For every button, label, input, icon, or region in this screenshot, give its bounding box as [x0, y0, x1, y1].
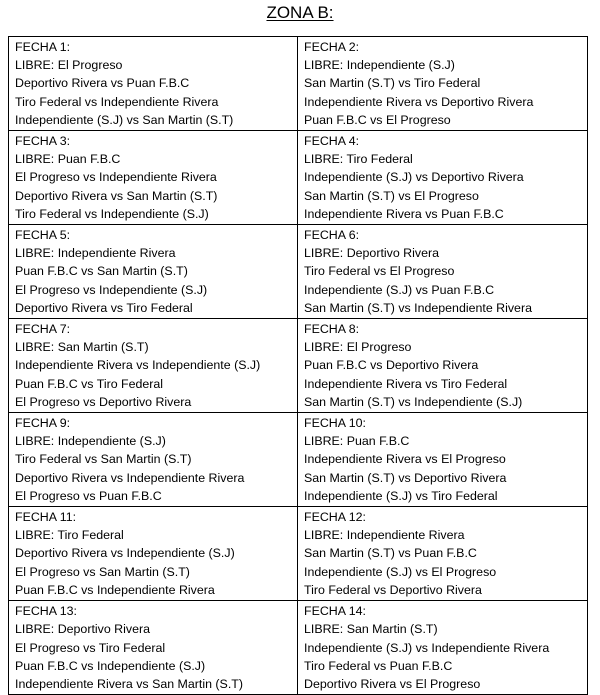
table-row — [9, 507, 588, 601]
fecha-label: FECHA 6: — [304, 228, 360, 243]
table-row — [9, 37, 588, 131]
match-line: San Martin (S.T) vs Puan F.B.C — [304, 546, 477, 561]
match-line: Independiente (S.J) vs El Progreso — [304, 564, 497, 579]
fecha-label: FECHA 5: — [15, 228, 71, 243]
match-line: San Martin (S.T) vs El Progreso — [304, 188, 479, 203]
fecha-cell — [9, 131, 298, 225]
fecha-cell — [9, 507, 298, 601]
match-line: El Progreso vs Independiente (S.J) — [15, 282, 208, 297]
fecha-label: FECHA 4: — [304, 134, 360, 149]
match-line: San Martin (S.T) vs Independiente (S.J) — [304, 394, 523, 409]
table-row — [9, 225, 588, 319]
match-line: El Progreso vs San Martin (S.T) — [15, 564, 190, 579]
match-line: El Progreso vs Deportivo Rivera — [15, 394, 192, 409]
match-line: Independiente Rivera vs El Progreso — [304, 452, 506, 467]
match-line: Tiro Federal vs Independiente Rivera — [15, 94, 219, 109]
match-line: Independiente (S.J) vs Tiro Federal — [304, 488, 498, 503]
fecha-label: FECHA 13: — [15, 604, 77, 619]
match-line: Puan F.B.C vs Independiente Rivera — [15, 582, 215, 597]
match-line: San Martin (S.T) vs Deportivo Rivera — [304, 470, 507, 485]
match-line: Puan F.B.C vs Independiente (S.J) — [15, 658, 206, 673]
fecha-label: FECHA 12: — [304, 510, 366, 525]
libre-label: LIBRE: Tiro Federal — [15, 528, 124, 543]
fecha-cell — [298, 413, 588, 507]
fecha-cell — [9, 413, 298, 507]
match-line: Deportivo Rivera vs Puan F.B.C — [15, 76, 190, 91]
match-line: El Progreso vs Tiro Federal — [15, 640, 166, 655]
fecha-label: FECHA 8: — [304, 322, 360, 337]
match-line: Independiente (S.J) vs Puan F.B.C — [304, 282, 495, 297]
table-row — [9, 413, 588, 507]
libre-label: LIBRE: Deportivo Rivera — [15, 622, 150, 637]
match-line: Independiente Rivera vs San Martin (S.T) — [15, 676, 243, 691]
fecha-cell — [298, 507, 588, 601]
match-line: Deportivo Rivera vs San Martin (S.T) — [15, 188, 218, 203]
libre-label: LIBRE: Independiente (S.J) — [15, 434, 166, 449]
libre-label: LIBRE: Puan F.B.C — [15, 152, 121, 167]
fecha-cell — [9, 601, 298, 695]
libre-label: LIBRE: El Progreso — [304, 340, 412, 355]
match-line: Tiro Federal vs Deportivo Rivera — [304, 582, 482, 597]
match-line: Puan F.B.C vs Tiro Federal — [15, 376, 164, 391]
fecha-cell — [298, 37, 588, 131]
match-line: Independiente (S.J) vs Deportivo Rivera — [304, 170, 524, 185]
match-line: Deportivo Rivera vs Independiente Rivera — [15, 470, 245, 485]
libre-label: LIBRE: Independiente Rivera — [304, 528, 465, 543]
fecha-cell — [298, 225, 588, 319]
match-line: Tiro Federal vs San Martin (S.T) — [15, 452, 192, 467]
match-line: San Martin (S.T) vs Tiro Federal — [304, 76, 481, 91]
libre-label: LIBRE: El Progreso — [15, 58, 123, 73]
match-line: Puan F.B.C vs San Martin (S.T) — [15, 264, 188, 279]
match-line: Tiro Federal vs Puan F.B.C — [304, 658, 453, 673]
match-line: Independiente (S.J) vs Independiente Rivera — [304, 640, 550, 655]
match-line: El Progreso vs Puan F.B.C — [15, 488, 162, 503]
match-line: Independiente Rivera vs Deportivo Rivera — [304, 94, 534, 109]
match-line: El Progreso vs Independiente Rivera — [15, 170, 217, 185]
match-line: Independiente Rivera vs Puan F.B.C — [304, 206, 504, 221]
libre-label: LIBRE: San Martin (S.T) — [15, 340, 149, 355]
fecha-label: FECHA 9: — [15, 416, 71, 431]
page-title: ZONA B: — [266, 3, 334, 22]
libre-label: LIBRE: Puan F.B.C — [304, 434, 410, 449]
fecha-label: FECHA 11: — [15, 510, 77, 525]
match-line: Tiro Federal vs El Progreso — [304, 264, 455, 279]
fecha-label: FECHA 3: — [15, 134, 71, 149]
fecha-label: FECHA 7: — [15, 322, 71, 337]
fecha-label: FECHA 14: — [304, 604, 366, 619]
fecha-cell — [9, 319, 298, 413]
fecha-cell — [9, 37, 298, 131]
match-line: Puan F.B.C vs Deportivo Rivera — [304, 358, 479, 373]
match-line: Independiente Rivera vs Independiente (S.J) — [15, 358, 261, 373]
match-line: Deportivo Rivera vs Independiente (S.J) — [15, 546, 235, 561]
fixture-table — [8, 36, 588, 695]
fecha-label: FECHA 10: — [304, 416, 366, 431]
libre-label: LIBRE: Tiro Federal — [304, 152, 413, 167]
libre-label: LIBRE: Independiente Rivera — [15, 246, 176, 261]
match-line: Deportivo Rivera vs Tiro Federal — [15, 300, 193, 315]
match-line: Deportivo Rivera vs El Progreso — [304, 676, 481, 691]
fecha-cell — [298, 319, 588, 413]
libre-label: LIBRE: San Martin (S.T) — [304, 622, 438, 637]
table-row — [9, 601, 588, 695]
fecha-cell — [298, 131, 588, 225]
match-line: Independiente Rivera vs Tiro Federal — [304, 376, 508, 391]
match-line: San Martin (S.T) vs Independiente Rivera — [304, 300, 532, 315]
table-row — [9, 131, 588, 225]
fecha-cell — [9, 225, 298, 319]
match-line: Puan F.B.C vs El Progreso — [304, 112, 451, 127]
match-line: Independiente (S.J) vs San Martin (S.T) — [15, 112, 234, 127]
table-row — [9, 319, 588, 413]
libre-label: LIBRE: Independiente (S.J) — [304, 58, 455, 73]
fecha-label: FECHA 1: — [15, 40, 71, 54]
fixture-table-body — [9, 37, 588, 695]
fecha-label: FECHA 2: — [304, 40, 360, 54]
match-line: Tiro Federal vs Independiente (S.J) — [15, 206, 209, 221]
libre-label: LIBRE: Deportivo Rivera — [304, 246, 439, 261]
fecha-cell — [298, 601, 588, 695]
